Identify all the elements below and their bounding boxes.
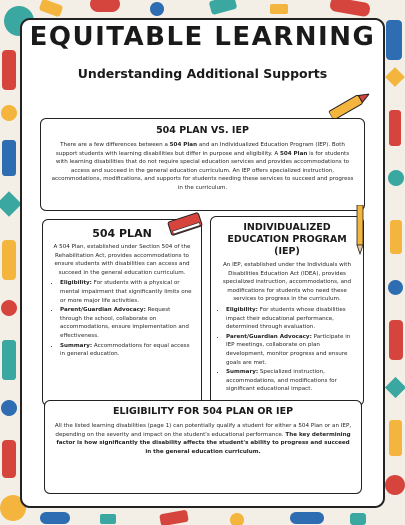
eligibility-heading: ELIGIBILITY FOR 504 PLAN OR IEP (112, 406, 294, 417)
plan504-section (42, 219, 202, 406)
pencil-icon (356, 205, 364, 255)
iep-intro: An IEP, established under the Individuals with Disabilities Education Act (IDEA), provides specialized instruction, accommodations, and modifications for students who need these services to progress in the curriculum. (222, 262, 352, 303)
eligibility-text: All the listed learning disabilities (page 1) can potentially qualify a student for either a 504 Plan or an IEP, depending on the severity and impact on the student's educational performance. The key determining factor is how significantly the disability affects the student's ability to progress and succeed in the general education curriculum. (54, 423, 352, 455)
list-item: • Summary: Accommodations for equal access in general education. (60, 342, 193, 359)
eligibility-section (44, 400, 362, 494)
plan504-heading: 504 PLAN (92, 227, 152, 240)
page-title: EQUITABLE LEARNING (29, 22, 376, 52)
comparison-section (40, 118, 365, 211)
plan504-list (51, 279, 193, 358)
comparison-heading: 504 PLAN VS. IEP (156, 125, 249, 136)
list-item: • Eligibility: For students whose disabilities impact their educational performance, determined through evaluation. (226, 306, 357, 332)
iep-section (210, 216, 364, 406)
comparison-text: There are a few differences between a 504 Plan and an Individualized Education Program (IEP). Both support students with learning disabilities but differ in purpose and eligibility. A 504 Plan is for students with learning disabilities that do not require special education services and provides accommodations to access and succeed in the general education curriculum. An IEP offers specialized instruction, accommodations, modifications, and supports for students needing these services to succeed and progress in the curriculum. (51, 142, 354, 191)
iep-list (217, 306, 357, 394)
list-item: • Parent/Guardian Advocacy: Participate in IEP meetings, collaborate on plan development, monitor progress and ensure goals are met. (226, 333, 357, 367)
list-item: • Parent/Guardian Advocacy: Request through the school, collaborate on accommodations, ensure implementation and effectiveness. (60, 306, 193, 340)
list-item: • Eligibility: For students with a physical or mental impairment that significantly limits one or more major life activities. (60, 279, 193, 305)
plan504-intro: A 504 Plan, established under Section 504 of the Rehabilitation Act, provides accommodations to ensure students with disabilities can access and succeed in the general education curriculum. (53, 244, 191, 276)
iep-heading: INDIVIDUALIZED EDUCATION PROGRAM (IEP) (227, 222, 347, 257)
list-item: • Summary: Specialized instruction, accommodations, and modifications for significant educational impact. (226, 368, 357, 394)
page-subtitle: Understanding Additional Supports (77, 66, 328, 81)
